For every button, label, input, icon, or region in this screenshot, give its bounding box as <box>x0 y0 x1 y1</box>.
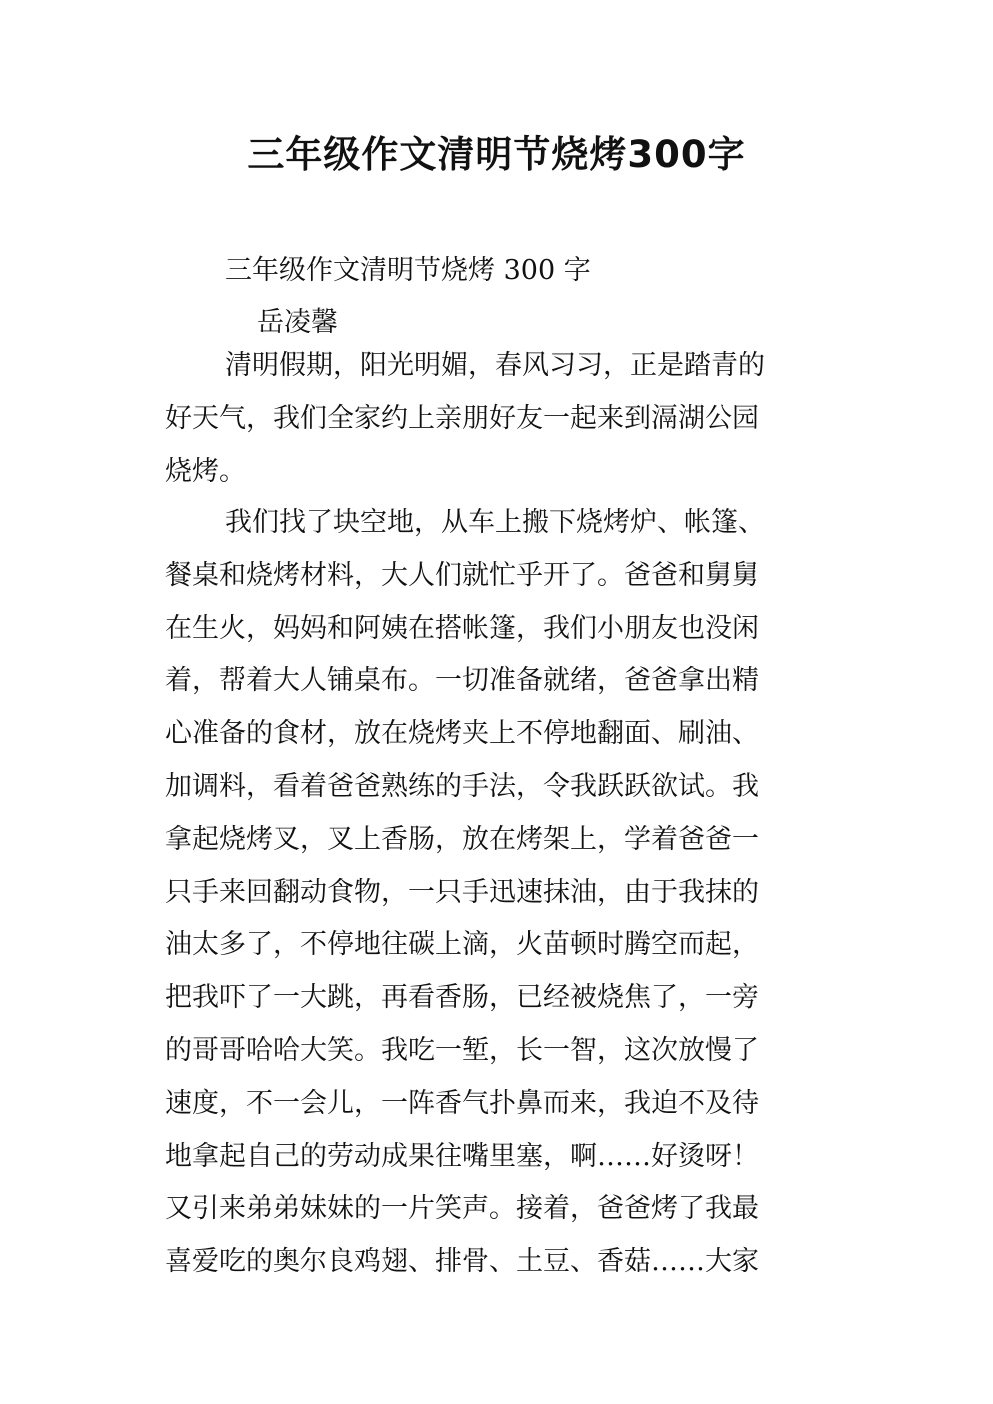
text-line: 餐桌和烧烤材料，大人们就忙乎开了。爸爸和舅舅 <box>165 559 759 591</box>
text-line: 烧烤。 <box>165 455 246 487</box>
text-line: 着，帮着大人铺桌布。一切准备就绪，爸爸拿出精 <box>165 665 759 697</box>
essay-heading: 三年级作文清明节烧烤 300 字 <box>225 255 591 286</box>
text-line: 只手来回翻动食物，一只手迅速抹油，由于我抹的 <box>165 876 759 908</box>
text-line: 油太多了，不停地往碳上滴，火苗顿时腾空而起， <box>165 929 759 961</box>
text-line: 拿起烧烤叉，叉上香肠，放在烤架上，学着爸爸一 <box>165 823 759 855</box>
text-line: 我们找了块空地，从车上搬下烧烤炉、帐篷、 <box>225 507 765 538</box>
text-line: 地拿起自己的劳动成果往嘴里塞，啊……好烫呀！ <box>165 1140 759 1172</box>
text-line: 又引来弟弟妹妹的一片笑声。接着，爸爸烤了我最 <box>165 1193 759 1225</box>
text-line: 清明假期，阳光明媚，春风习习，正是踏青的 <box>225 350 765 381</box>
paragraph <box>165 497 835 1289</box>
text-line: 心准备的食材，放在烧烤夹上不停地翻面、刷油、 <box>165 718 759 750</box>
text-line: 的哥哥哈哈大笑。我吃一堑，长一智，这次放慢了 <box>165 1034 759 1066</box>
text-line: 在生火，妈妈和阿姨在搭帐篷，我们小朋友也没闲 <box>165 612 759 644</box>
document-title: 三年级作文清明节烧烤300字 <box>247 133 746 176</box>
text-line: 速度，不一会儿，一阵香气扑鼻而来，我迫不及待 <box>165 1087 759 1119</box>
text-line: 好天气，我们全家约上亲朋好友一起来到滆湖公园 <box>165 402 759 434</box>
paragraph <box>165 340 835 498</box>
text-line: 把我吓了一大跳，再看香肠，已经被烧焦了，一旁 <box>165 982 759 1014</box>
author-name: 岳凌馨 <box>257 307 338 338</box>
text-line: 喜爱吃的奥尔良鸡翅、排骨、土豆、香菇……大家 <box>165 1246 759 1278</box>
text-line: 加调料，看着爸爸熟练的手法，令我跃跃欲试。我 <box>165 770 759 802</box>
